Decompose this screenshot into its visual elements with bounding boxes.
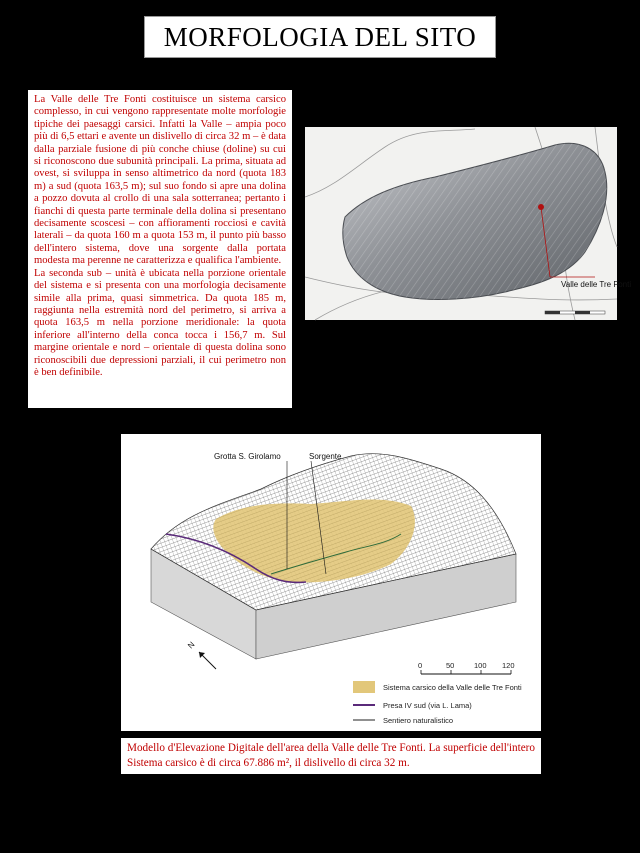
description-paragraph-2: La seconda sub – unità è ubicata nella porzione orientale del sistema e si presenta con una morfologia decisamente simile alla prima, quasi simmetrica. Da quota 185 m, raggiunta nella estremità nord del perimetro, si arriva a quota 163,5 m nella porzione meridionale: la quota inferiore all'interno della conca tocca i 156,7 m. Sul margine orientale e nord – orientale di questa dolina sono riconoscibili due depressioni parziali, il cui perimetro non è ben definibile. [34, 267, 286, 378]
relief-map [305, 127, 632, 320]
legend-swatch-karst [353, 681, 375, 693]
description-box [28, 90, 292, 408]
dem-legend [353, 681, 522, 725]
figure-caption [121, 738, 541, 774]
map-location-marker [538, 204, 544, 210]
scale-tick-3: 120 [502, 661, 515, 670]
title-box [144, 16, 496, 58]
relief-map-graphic [305, 127, 632, 320]
map-scale-bar [545, 311, 605, 314]
north-symbol: N [186, 639, 197, 651]
dem-scale-bar [418, 661, 515, 674]
legend-label-karst: Sistema carsico della Valle delle Tre Fonti [383, 683, 522, 692]
dem-graphic [121, 434, 541, 731]
dem-figure [121, 434, 541, 731]
map-label: Valle delle Tre Fonti [561, 280, 632, 289]
scale-tick-0: 0 [418, 661, 423, 670]
page-title: MORFOLOGIA DEL SITO [163, 21, 477, 52]
label-grotta: Grotta S. Girolamo [214, 452, 281, 461]
label-sorgente: Sorgente [309, 452, 342, 461]
caption-text: Modello d'Elevazione Digitale dell'area della Valle delle Tre Fonti. La superficie dell'intero Sistema carsico è di circa 67.886 m², il dislivello di circa 32 m. [127, 742, 535, 769]
north-arrow-icon [186, 640, 216, 669]
description-paragraph-1: La Valle delle Tre Fonti costituisce un sistema carsico complesso, in cui vengono rappresentate molte morfologie tipiche dei paesaggi carsici. Infatti la Valle – ampia poco più di 6,5 ettari e avente un dislivello di circa 32 m – è data dalla parziale fusione di più conche chiuse (doline) su cui si riconoscono due subunità principali. La prima, situata ad ovest, si sviluppa in senso altimetrico da nord (quota 183 m) a sud (quota 163,5 m); sul suo fondo si apre una dolina a pozzo dovuta al crollo di una sala sotterranea; pertanto i fianchi di questa parte terminale della dolina si presentano decisamente scoscesi – con affioramenti rocciosi e cavità laterali – da quota 160 m a quota 153 m, il punto più basso dell'intero sistema, dove una sorgente dalla portata modesta ma perenne ne caratterizza e qualifica l'ambiente. [34, 94, 286, 267]
scale-tick-1: 50 [446, 661, 455, 670]
legend-label-road: Presa IV sud (via L. Lama) [383, 701, 472, 710]
legend-label-trail: Sentiero naturalistico [383, 716, 454, 725]
scale-tick-2: 100 [474, 661, 487, 670]
